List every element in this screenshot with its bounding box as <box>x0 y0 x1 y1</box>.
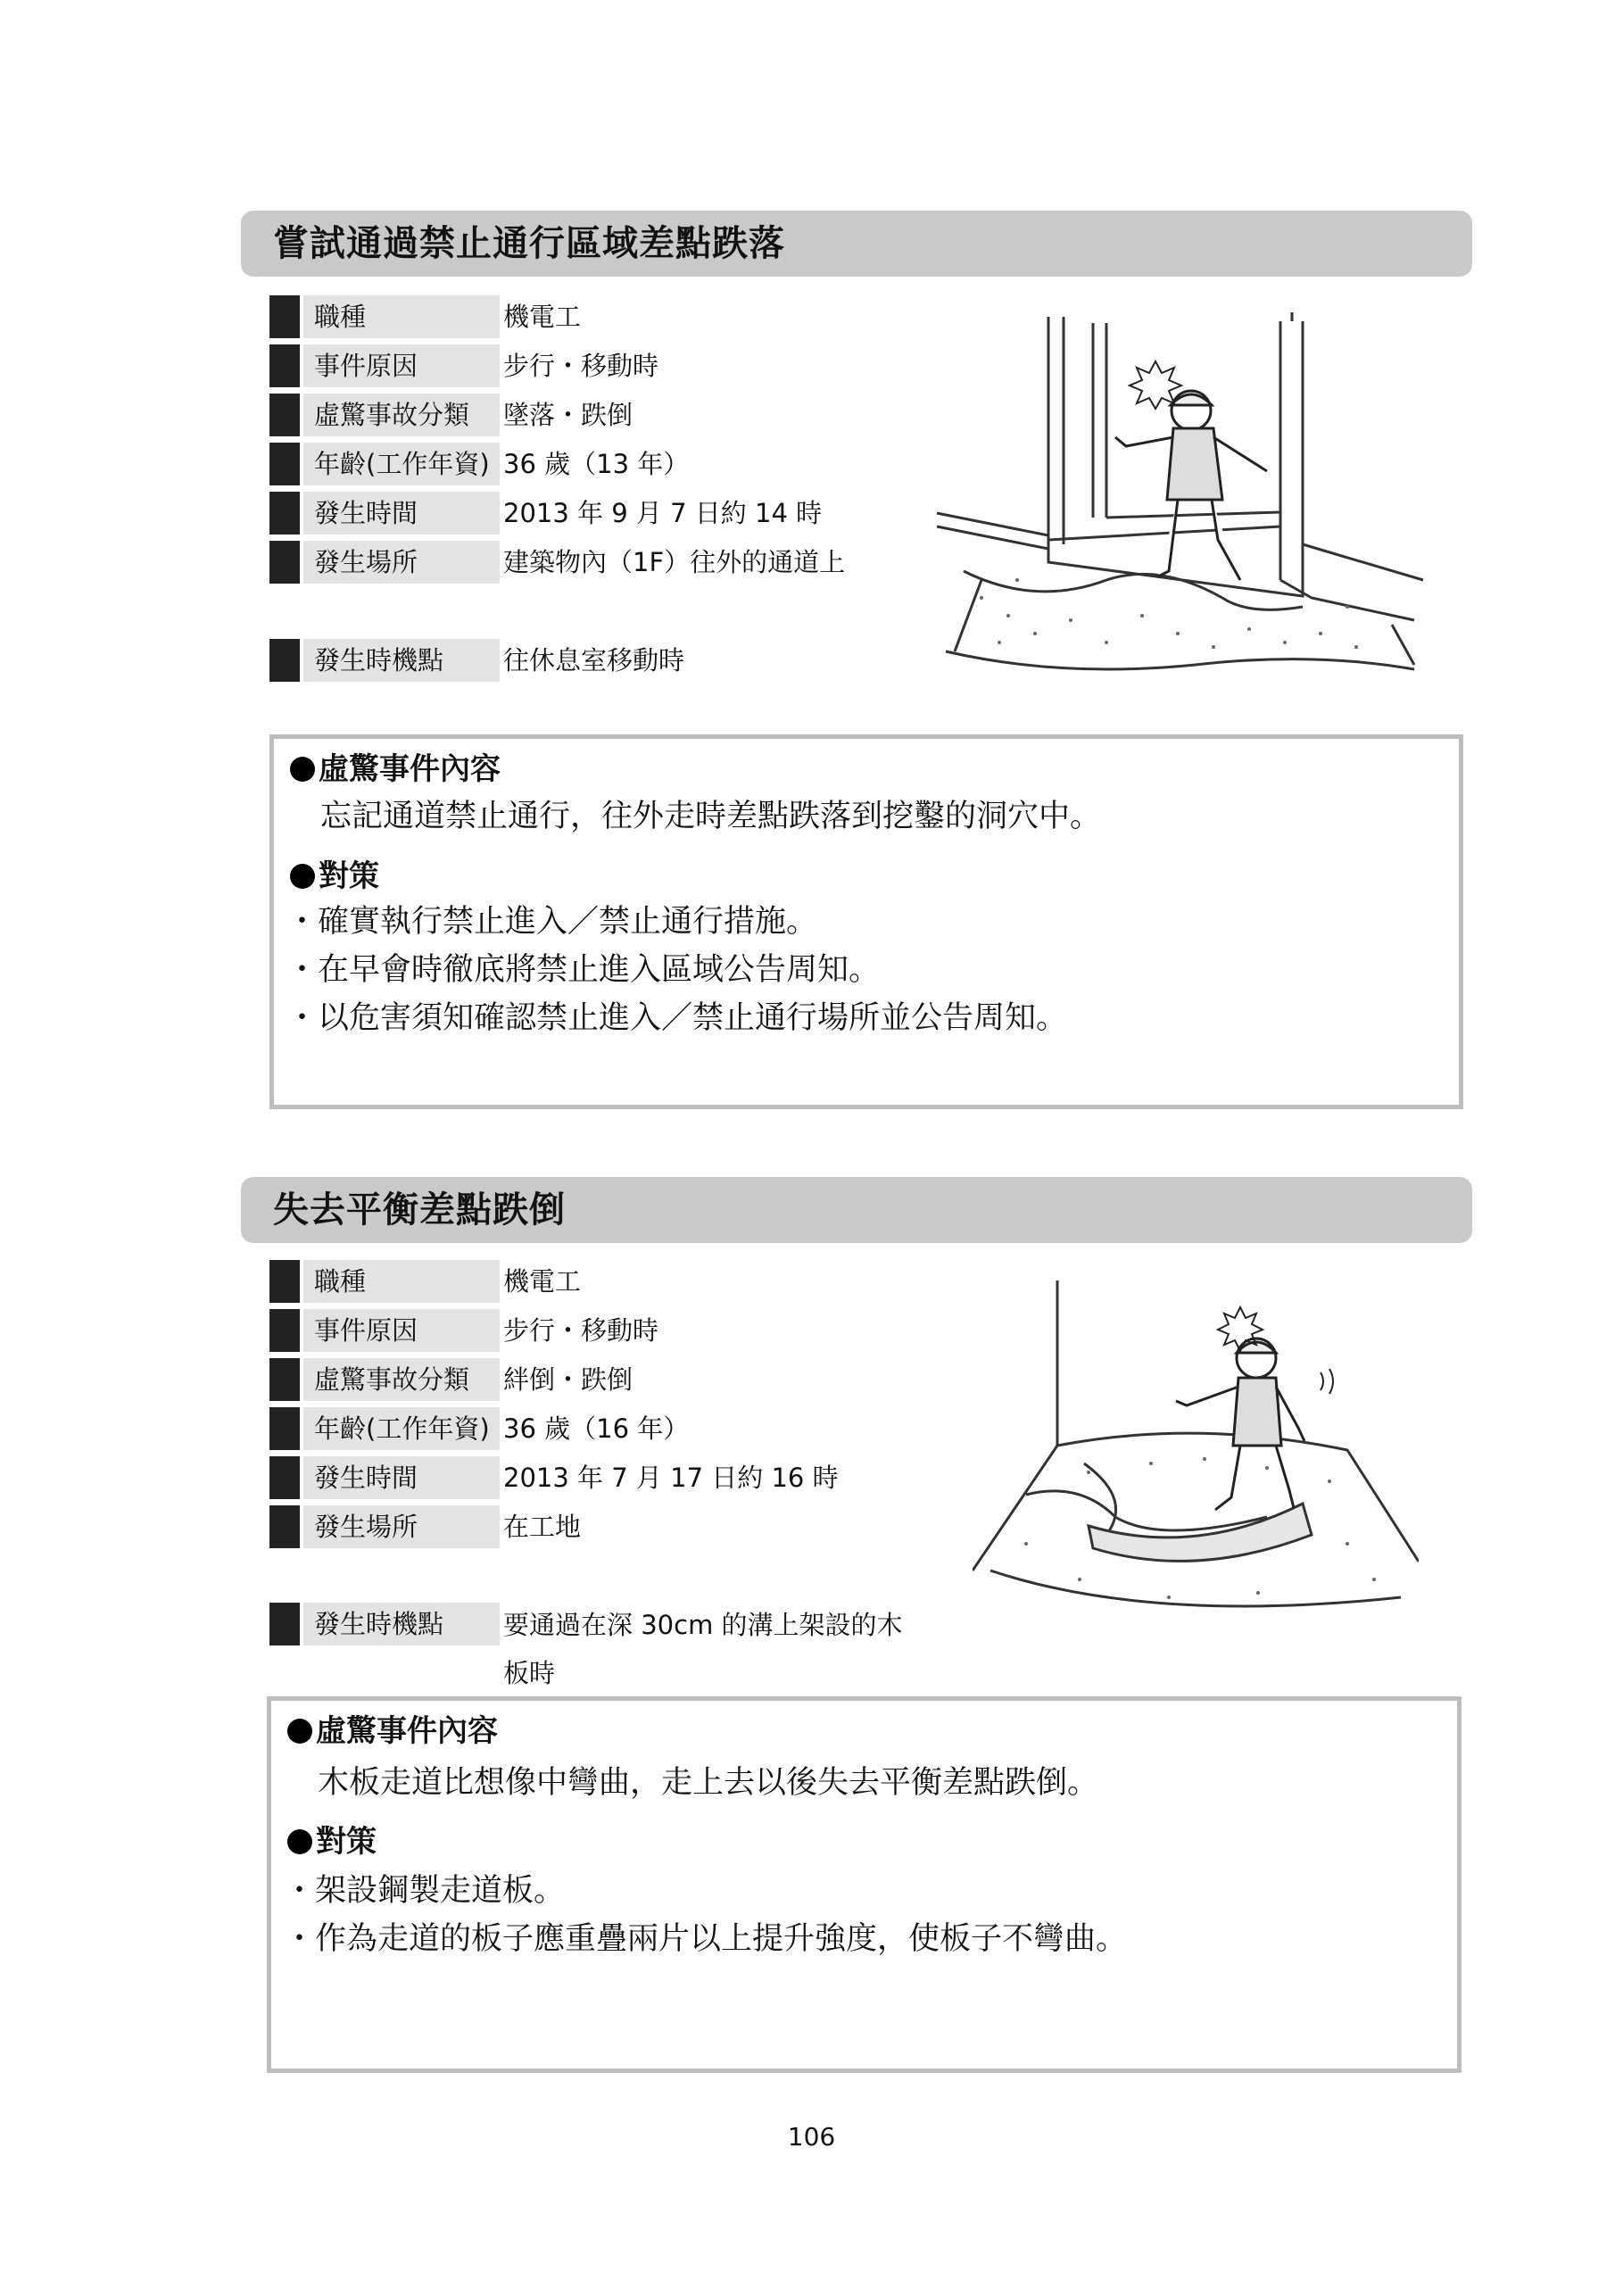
info-label: 發生場所 <box>303 541 500 584</box>
info-label: 職種 <box>303 295 500 338</box>
label-marker <box>269 1603 300 1645</box>
info-value: 要通過在深 30cm 的溝上架設的木板時 <box>503 1610 903 1688</box>
incident-heading-text: 虛驚事件內容 <box>316 1713 498 1749</box>
info-label: 發生時機點 <box>303 639 500 682</box>
incident-text: 忘記通道禁止通行，往外走時差點跌落到挖鑿的洞穴中。 <box>320 799 1102 834</box>
info-value: 機電工 <box>503 302 582 332</box>
info-label: 事件原因 <box>303 1309 500 1352</box>
label-marker <box>269 1309 300 1352</box>
case-title: 嘗試通過禁止通行區域差點跌落 <box>241 211 1472 277</box>
info-label: 虛驚事故分類 <box>303 1358 500 1401</box>
info-value: 2013 年 9 月 7 日約 14 時 <box>503 498 823 528</box>
info-value: 2013 年 7 月 17 日約 16 時 <box>503 1463 839 1493</box>
label-marker <box>269 1407 300 1450</box>
label-marker <box>269 394 300 436</box>
label-marker <box>269 541 300 584</box>
measures-heading-text: 對策 <box>319 858 379 894</box>
label-marker <box>269 1260 300 1303</box>
info-value: 步行・移動時 <box>503 351 659 381</box>
bullet-dot-icon <box>287 1719 312 1744</box>
info-value: 36 歲（13 年） <box>503 449 690 479</box>
label-marker <box>269 639 300 682</box>
incident-heading <box>290 751 501 787</box>
info-label: 發生時機點 <box>303 1603 500 1645</box>
measure-item: ・ 作為走道的板子應重疊兩片以上提升強度，使板子不彎曲。 <box>284 1915 1127 1963</box>
measures-list <box>284 1867 1127 1963</box>
info-value: 絆倒・跌倒 <box>503 1364 633 1395</box>
label-marker <box>269 344 300 387</box>
info-value: 墜落・跌倒 <box>503 400 633 430</box>
worker-falling-into-pit-illustration <box>928 312 1428 678</box>
measures-heading <box>287 1824 377 1860</box>
measure-item: ・ 以危害須知確認禁止進入／禁止通行場所並公告周知。 <box>286 994 1067 1042</box>
info-label: 發生時間 <box>303 492 500 535</box>
info-value: 往休息室移動時 <box>503 645 685 676</box>
incident-box <box>267 1696 1462 2073</box>
info-label: 發生時間 <box>303 1456 500 1499</box>
label-marker <box>269 1505 300 1548</box>
bullet-dot-icon <box>287 1829 312 1854</box>
incident-box <box>269 734 1463 1109</box>
case-title: 失去平衡差點跌倒 <box>241 1177 1472 1243</box>
measures-list <box>286 898 1067 1042</box>
measure-item: ・ 確實執行禁止進入／禁止通行措施。 <box>286 898 1067 946</box>
page-number: 106 <box>787 2122 836 2151</box>
info-value: 建築物內（1F）往外的通道上 <box>503 547 846 577</box>
info-label: 年齡(工作年資) <box>303 443 500 485</box>
measures-heading <box>290 858 379 894</box>
measure-item: ・ 在早會時徹底將禁止進入區域公告周知。 <box>286 946 1067 994</box>
bullet-dot-icon <box>290 864 315 889</box>
info-value: 步行・移動時 <box>503 1315 659 1346</box>
info-value: 在工地 <box>503 1512 582 1542</box>
incident-text: 木板走道比想像中彎曲，走上去以後失去平衡差點跌倒。 <box>318 1765 1099 1801</box>
label-marker <box>269 492 300 535</box>
bullet-dot-icon <box>290 757 315 782</box>
label-marker <box>269 443 300 485</box>
measure-item: ・ 架設鋼製走道板。 <box>284 1867 1127 1915</box>
info-label: 年齡(工作年資) <box>303 1407 500 1450</box>
incident-heading <box>287 1713 498 1749</box>
info-label: 事件原因 <box>303 344 500 387</box>
measures-heading-text: 對策 <box>316 1824 377 1860</box>
info-label: 發生場所 <box>303 1505 500 1548</box>
label-marker <box>269 1358 300 1401</box>
info-value: 機電工 <box>503 1266 582 1297</box>
info-label: 虛驚事故分類 <box>303 394 500 436</box>
label-marker <box>269 1456 300 1499</box>
label-marker <box>269 295 300 338</box>
incident-heading-text: 虛驚事件內容 <box>319 751 501 787</box>
info-value: 36 歲（16 年） <box>503 1413 690 1444</box>
worker-losing-balance-on-plank-illustration <box>973 1276 1419 1642</box>
info-label: 職種 <box>303 1260 500 1303</box>
